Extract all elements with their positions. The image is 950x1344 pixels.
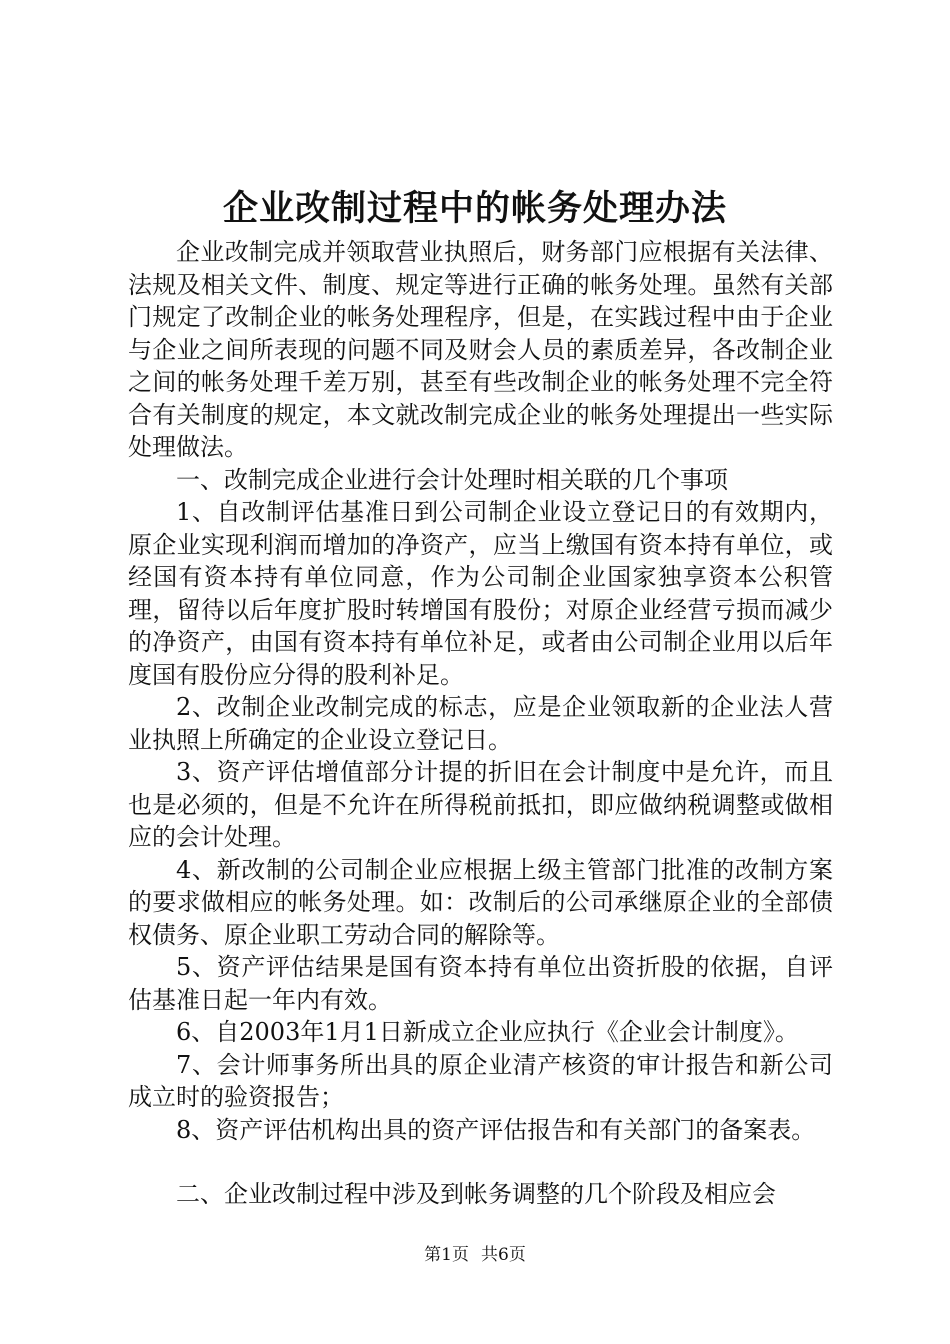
- section-heading-2: 二、企业改制过程中涉及到帐务调整的几个阶段及相应会: [176, 1180, 776, 1208]
- document-body: [128, 236, 833, 1211]
- list-item-1: 1、自改制评估基准日到公司制企业设立登记日的有效期内，原企业实现利润而增加的净资产，应当上缴国有资本持有单位，或经国有资本持有单位同意，作为公司制企业国家独享资本公积管理，留待以后年度扩股时转增国有股份；对原企业经营亏损而减少的净资产，由国有资本持有单位补足，或者由公司制企业用以后年度国有股份应分得的股利补足。: [128, 498, 833, 689]
- list-item-5: 5、资产评估结果是国有资本持有单位出资折股的依据，自评估基准日起一年内有效。: [128, 953, 833, 1014]
- list-item-3: 3、资产评估增值部分计提的折旧在会计制度中是允许，而且也是必须的，但是不允许在所得税前抵扣，即应做纳税调整或做相应的会计处理。: [128, 758, 833, 851]
- list-item-2: 2、改制企业改制完成的标志，应是企业领取新的企业法人营业执照上所确定的企业设立登记日。: [128, 693, 833, 754]
- page-number: 第1页: [424, 1245, 469, 1265]
- page-total: 共6页: [481, 1245, 526, 1265]
- section-heading-1: 一、改制完成企业进行会计处理时相关联的几个事项: [176, 465, 728, 494]
- list-item-7: 7、会计师事务所出具的原企业清产核资的审计报告和新公司成立时的验资报告；: [128, 1050, 833, 1111]
- page-footer: [0, 1243, 950, 1267]
- list-item-6: 6、自2003年1月1日新成立企业应执行《企业会计制度》。: [176, 1018, 799, 1046]
- list-item-4: 4、新改制的公司制企业应根据上级主管部门批准的改制方案的要求做相应的帐务处理。如：改制后的公司承继原企业的全部债权债务、原企业职工劳动合同的解除等。: [128, 855, 833, 949]
- document-title: 企业改制过程中的帐务处理办法: [222, 188, 727, 229]
- intro-paragraph: 企业改制完成并领取营业执照后，财务部门应根据有关法律、法规及相关文件、制度、规定等进行正确的帐务处理。虽然有关部门规定了改制企业的帐务处理程序，但是，在实践过程中由于企业与企业之间所表现的问题不同及财会人员的素质差异，各改制企业之间的帐务处理千差万别，甚至有些改制企业的帐务处理不完全符合有关制度的规定，本文就改制完成企业的帐务处理提出一些实际处理做法。: [128, 238, 833, 461]
- list-item-8: 8、资产评估机构出具的资产评估报告和有关部门的备案表。: [176, 1115, 816, 1144]
